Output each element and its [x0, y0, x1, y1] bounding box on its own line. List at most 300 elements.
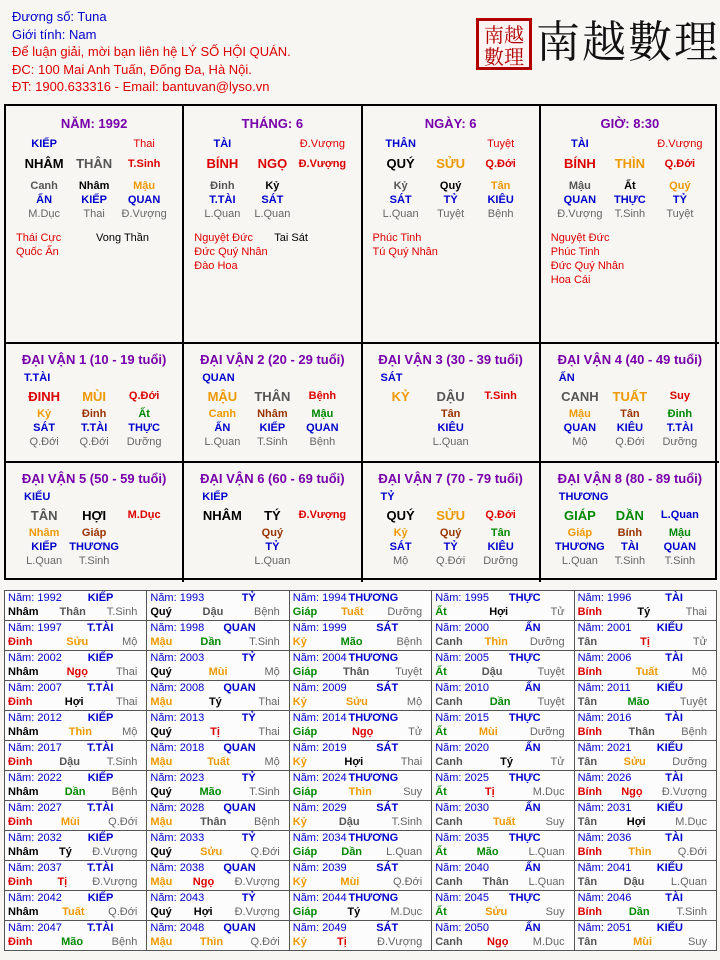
year-cell	[432, 741, 574, 771]
year-row	[5, 771, 717, 801]
pillar-god: THỰC	[614, 194, 646, 206]
year-stem: Đinh	[8, 816, 33, 828]
year-line1	[578, 741, 713, 755]
luck-top: TỶ	[380, 491, 395, 503]
year-cell	[432, 771, 574, 801]
pillar-top-item	[426, 137, 476, 151]
pillar-stem-branch: Q.Đới	[485, 158, 516, 170]
year-line1	[150, 681, 285, 695]
luck-state: T.Sinh	[78, 555, 110, 567]
year-line1	[293, 651, 428, 665]
pillar-gods-row	[363, 193, 539, 207]
year-line2	[150, 905, 285, 919]
year-stem: Quý	[150, 726, 172, 738]
luck-god	[297, 540, 347, 554]
pillar-god: QUAN	[563, 194, 597, 206]
gender-label: Giới tính:	[12, 26, 66, 42]
luck-state: L.Quan	[204, 436, 241, 448]
year-line2	[150, 665, 285, 679]
pillar-hidden-stem: Kỷ	[393, 180, 408, 192]
year-label: Năm: 2020	[435, 742, 489, 754]
year-god: SÁT	[376, 682, 399, 694]
pillar-states-row	[6, 207, 182, 221]
year-branch: Thân	[200, 816, 227, 828]
year-cell	[432, 711, 574, 741]
year-line2	[293, 725, 428, 739]
year-line2	[150, 815, 285, 829]
year-label: Năm: 2045	[435, 892, 489, 904]
year-state: Tử	[408, 726, 423, 738]
pillar-stars-black	[274, 231, 308, 273]
luck-state: Q.Đới	[436, 555, 466, 567]
year-stem: Canh	[435, 756, 463, 768]
year-label: Năm: 2031	[577, 802, 632, 814]
year-row	[5, 831, 717, 861]
year-branch: Tuất	[492, 816, 516, 828]
pillar-hidden-stem: Đinh	[210, 180, 235, 192]
year-label: Năm: 2039	[292, 862, 347, 874]
year-god: TỶ	[241, 832, 256, 844]
luck-main-row	[363, 388, 539, 405]
year-line1	[293, 621, 428, 635]
pillar-top-row	[184, 137, 360, 151]
luck-god: QUAN	[563, 422, 597, 434]
luck-state	[197, 554, 247, 568]
luck-god: QUAN	[663, 541, 697, 553]
year-cell	[289, 831, 431, 861]
year-stem: Mậu	[150, 636, 173, 648]
pillar-stem-branch: THÂN	[76, 156, 113, 171]
year-stem: Tân	[577, 756, 598, 768]
luck-cell-6	[363, 463, 541, 582]
luck-state: Q.Đới	[79, 436, 109, 448]
pillar-stars-red	[373, 231, 453, 259]
year-label: Năm: 1993	[150, 592, 205, 604]
year-cell	[147, 651, 289, 681]
year-stem: Quý	[150, 846, 172, 858]
year-state: Dưỡng	[529, 726, 565, 738]
year-god: QUAN	[223, 802, 256, 814]
year-label: Năm: 2025	[435, 772, 489, 784]
year-line1	[293, 801, 428, 815]
year-branch: Tuất	[635, 666, 659, 678]
year-label: Năm: 2050	[435, 922, 489, 934]
pillar-state	[297, 207, 347, 221]
luck-god: T.TÀI	[80, 422, 108, 434]
year-label: Năm: 2041	[577, 862, 632, 874]
year-stem: Nhâm	[8, 666, 39, 678]
year-state: Mộ	[406, 696, 423, 708]
year-line2	[8, 605, 143, 619]
year-god: TÀI	[665, 892, 683, 904]
pillar-stars-black	[96, 231, 149, 259]
luck-top: SÁT	[380, 372, 403, 384]
year-branch: Mùi	[478, 726, 498, 738]
year-line1	[8, 891, 143, 905]
year-stem: Giáp	[292, 846, 318, 858]
luck-stem-branch: MÙI	[82, 389, 107, 404]
luck-main-row	[363, 507, 539, 524]
luck-stem-branch: KỶ	[391, 389, 410, 404]
luck-states-row	[541, 435, 719, 449]
year-line2	[578, 725, 713, 739]
year-line1	[150, 621, 285, 635]
year-label: Năm: 2027	[8, 802, 62, 814]
year-cell	[147, 741, 289, 771]
year-label: Năm: 2049	[292, 922, 347, 934]
luck-stem-branch: CANH	[561, 389, 599, 404]
year-cell	[147, 891, 289, 921]
year-state: L.Quan	[386, 846, 423, 858]
year-cell	[289, 651, 431, 681]
year-branch: Tý	[208, 696, 222, 708]
luck-stem-branch: DẦN	[615, 508, 644, 523]
year-line1	[8, 651, 143, 665]
year-stem: Mậu	[150, 936, 173, 948]
year-cell	[574, 591, 716, 621]
year-state: Q.Đới	[677, 846, 707, 858]
pillar-hidden-row	[363, 179, 539, 193]
pillar-stars-red	[551, 231, 631, 287]
luck-stem-branch: DẬU	[436, 389, 465, 404]
luck-hidden-stem: Bính	[617, 527, 643, 539]
luck-title: ĐẠI VẬN 2 (20 - 29 tuổi)	[200, 352, 345, 367]
year-line1	[435, 741, 570, 755]
year-branch: Tý	[637, 606, 651, 618]
pillar-hidden-stem	[297, 179, 347, 193]
luck-main-row	[541, 507, 719, 524]
year-line2	[578, 605, 713, 619]
year-state: Mộ	[122, 636, 138, 648]
year-stem: Bính	[577, 906, 603, 918]
luck-state	[476, 435, 526, 449]
star-item: Quốc Ấn	[16, 246, 59, 258]
year-label: Năm: 2011	[577, 682, 631, 694]
luck-god: TỶ	[443, 541, 458, 553]
year-line1	[578, 921, 713, 935]
year-branch: Dậu	[59, 756, 81, 768]
year-stem: Tân	[577, 876, 598, 888]
pillar-stem-branch: T.Sinh	[127, 158, 161, 170]
year-label: Năm: 2014	[292, 712, 347, 724]
pillar-top-item	[69, 137, 119, 151]
pillar-title: NGÀY: 6	[424, 116, 477, 131]
year-line2	[8, 725, 143, 739]
year-cell	[289, 681, 431, 711]
year-branch: Ngọ	[621, 786, 643, 798]
year-line1	[293, 771, 428, 785]
year-stem: Quý	[150, 666, 172, 678]
year-line2	[435, 785, 570, 799]
luck-hidden-stem: Mậu	[311, 408, 334, 420]
pillar-god: KIÊU	[487, 194, 514, 206]
year-line2	[435, 635, 570, 649]
year-cell	[289, 621, 431, 651]
year-line1	[8, 831, 143, 845]
luck-title: ĐẠI VẬN 4 (40 - 49 tuổi)	[557, 352, 703, 367]
pillar-hidden-stem: Nhâm	[78, 180, 110, 192]
luck-god: KIẾP	[31, 541, 57, 553]
year-row	[5, 801, 717, 831]
pillar-hidden-stem: Ất	[624, 180, 636, 192]
pillar-state: Tuyệt	[666, 208, 694, 220]
year-line2	[293, 905, 428, 919]
pillar-stem-branch: BÍNH	[563, 156, 596, 171]
year-label: Năm: 2002	[8, 652, 62, 664]
year-branch: Dần	[200, 636, 222, 648]
year-branch: Mão	[476, 846, 499, 858]
year-god: SÁT	[376, 802, 399, 814]
year-state: Bệnh	[111, 786, 138, 798]
year-stem: Quý	[150, 906, 172, 918]
luck-cell-7	[541, 463, 719, 582]
luck-hidden-row	[184, 407, 360, 421]
year-branch: Mùi	[633, 936, 653, 948]
year-label: Năm: 1997	[8, 622, 62, 634]
year-branch: Mùi	[60, 816, 80, 828]
year-god: TỶ	[241, 772, 256, 784]
year-line2	[8, 665, 143, 679]
year-cell	[5, 831, 147, 861]
luck-hidden-stem: Ất	[138, 408, 150, 420]
year-state: M.Dục	[675, 816, 707, 828]
year-branch: Thìn	[348, 786, 372, 798]
pillar-stem-branch: NHÂM	[24, 156, 64, 171]
pillar-stars-red	[194, 231, 274, 273]
luck-hidden-stem	[476, 407, 526, 421]
star-item: Phúc Tinh	[550, 246, 600, 258]
year-cell	[574, 621, 716, 651]
header-info	[12, 8, 291, 96]
luck-title: ĐẠI VẬN 7 (70 - 79 tuổi)	[378, 471, 523, 486]
year-line1	[435, 921, 570, 935]
luck-cell-3	[541, 344, 719, 463]
luck-god: TỶ	[265, 541, 280, 553]
year-row	[5, 621, 717, 651]
year-cell	[147, 711, 289, 741]
year-line2	[578, 875, 713, 889]
luck-stem-branch: QUÝ	[386, 508, 415, 523]
luck-stem-branch: ĐINH	[28, 389, 61, 404]
year-god: THƯƠNG	[348, 892, 399, 904]
year-state: Q.Đới	[250, 936, 280, 948]
year-god: KIẾP	[87, 652, 114, 664]
year-line2	[293, 935, 428, 949]
year-state: Đ.Vượng	[92, 876, 138, 888]
year-line2	[293, 815, 428, 829]
luck-gods-row	[6, 540, 182, 554]
luck-gods-row	[363, 540, 539, 554]
luck-god: KIÊU	[616, 422, 644, 434]
luck-stem-branch: NHÂM	[202, 508, 242, 523]
year-line1	[8, 621, 143, 635]
year-stem: Canh	[435, 696, 463, 708]
year-stem: Ất	[435, 666, 447, 678]
year-cell	[289, 771, 431, 801]
pillar-hidden-stem: Quý	[439, 180, 462, 192]
year-branch: Sửu	[623, 756, 646, 768]
year-label: Năm: 2004	[292, 652, 347, 664]
star-item: Đức Quý Nhân	[194, 246, 268, 258]
pillar-god: QUAN	[127, 194, 161, 206]
luck-gods-row	[184, 421, 360, 435]
year-line2	[150, 785, 285, 799]
year-state: T.Sinh	[249, 636, 280, 648]
year-stem: Canh	[435, 936, 463, 948]
year-label: Năm: 1994	[292, 592, 347, 604]
pillar-god: TỶ	[443, 194, 458, 206]
year-cell	[432, 921, 574, 951]
year-god: TỶ	[241, 592, 256, 604]
year-line2	[8, 695, 143, 709]
pillar-hidden-stem: Quý	[669, 180, 691, 192]
year-stem: Giáp	[292, 726, 318, 738]
year-branch: Tị	[640, 636, 650, 648]
year-god: KIẾP	[87, 592, 114, 604]
year-line2	[150, 755, 285, 769]
year-god: ẤN	[524, 742, 541, 754]
year-label: Năm: 2047	[8, 922, 62, 934]
year-branch: Sửu	[345, 696, 368, 708]
pillar-hidden-row	[6, 179, 182, 193]
year-state: Thai	[258, 726, 280, 738]
year-god: QUAN	[223, 922, 256, 934]
pillar-state: Tuyệt	[437, 208, 465, 220]
year-god: THỰC	[508, 592, 541, 604]
year-label: Năm: 2037	[8, 862, 62, 874]
year-state: Thai	[115, 666, 138, 678]
year-cell	[5, 891, 147, 921]
luck-god: ẤN	[214, 422, 231, 434]
luck-hidden-stem: Kỷ	[37, 408, 52, 420]
year-cell	[289, 591, 431, 621]
year-god: THƯƠNG	[348, 832, 399, 844]
luck-hidden-stem	[197, 526, 247, 540]
luck-stem-branch: TÂN	[30, 508, 58, 523]
pillar-stem-branch: BÍNH	[206, 156, 239, 171]
year-god: THỰC	[508, 772, 541, 784]
year-branch: Mùi	[208, 666, 228, 678]
year-line1	[150, 591, 285, 605]
pillar-top-item: Đ.Vượng	[299, 138, 345, 150]
luck-hidden-stem: Quý	[439, 527, 462, 539]
pillar-top-item	[605, 137, 655, 151]
luck-cell-5	[184, 463, 362, 582]
year-branch: Hợi	[626, 816, 646, 828]
year-god: KIẾU	[656, 742, 683, 754]
year-line1	[578, 891, 713, 905]
year-stem: Quý	[150, 786, 172, 798]
luck-state: Dưỡng	[483, 555, 518, 567]
luck-cell-2	[363, 344, 541, 463]
luck-god: KIẾP	[259, 422, 286, 434]
year-cell	[5, 591, 147, 621]
year-stem: Kỷ	[292, 816, 307, 828]
year-line2	[8, 815, 143, 829]
year-line1	[293, 681, 428, 695]
year-line1	[435, 621, 570, 635]
year-cell	[147, 681, 289, 711]
pillar-cell-3	[541, 106, 719, 344]
luck-state: L.Quan	[432, 436, 469, 448]
year-branch: Mão	[627, 696, 650, 708]
year-branch: Tý	[500, 756, 513, 768]
luck-state: Q.Đới	[615, 436, 645, 448]
year-state: T.Sinh	[106, 606, 138, 618]
year-stem: Kỷ	[292, 756, 307, 768]
luck-top: ẤN	[558, 372, 575, 384]
pillar-stars-red	[16, 231, 96, 259]
star-item: Nguyệt Đức	[550, 232, 610, 244]
year-state: Đ.Vượng	[377, 936, 423, 948]
year-branch: Tuất	[62, 906, 85, 918]
luck-hidden-stem: Tân	[440, 408, 461, 420]
year-line1	[8, 921, 143, 935]
year-state: Suy	[403, 786, 423, 798]
year-god: T.TÀI	[87, 742, 114, 754]
year-line2	[578, 635, 713, 649]
year-label: Năm: 2016	[577, 712, 632, 724]
pillar-god: TỶ	[672, 194, 687, 206]
year-god: TÀI	[665, 772, 683, 784]
year-god: KIẾU	[656, 682, 683, 694]
luck-cell-4	[6, 463, 184, 582]
year-cell	[574, 771, 716, 801]
year-branch: Hợi	[489, 606, 509, 618]
year-branch: Thân	[628, 726, 655, 738]
star-item: Vong Thần	[96, 232, 150, 244]
year-cell	[432, 621, 574, 651]
year-line1	[8, 711, 143, 725]
contact-line: Để luận giải, mời bạn liên hệ LÝ SỐ HỘI QUÁN.	[12, 44, 291, 59]
year-stem: Đinh	[8, 636, 33, 648]
year-god: QUAN	[223, 682, 256, 694]
luck-title: ĐẠI VẬN 5 (50 - 59 tuổi)	[21, 471, 167, 486]
year-cell	[432, 651, 574, 681]
year-state: Thai	[685, 606, 707, 618]
year-cell	[289, 891, 431, 921]
year-state: Thai	[258, 696, 280, 708]
year-row	[5, 591, 717, 621]
pillar-state: L.Quan	[204, 208, 241, 220]
year-line1	[8, 741, 143, 755]
year-line1	[435, 591, 570, 605]
luck-stem-branch: M.Dục	[127, 509, 161, 521]
year-line1	[150, 831, 285, 845]
pillar-top-item	[247, 137, 297, 151]
year-god: KIẾP	[87, 712, 114, 724]
year-branch: Sửu	[485, 906, 508, 918]
year-branch: Dậu	[623, 876, 645, 888]
pillar-title: GIỜ: 8:30	[600, 116, 660, 131]
year-branch: Tị	[337, 936, 347, 948]
year-state: T.Sinh	[249, 786, 280, 798]
pillar-state: Thai	[83, 208, 105, 220]
pillar-god: T.TÀI	[209, 194, 236, 206]
year-cell	[289, 921, 431, 951]
year-state: Q.Đới	[108, 906, 138, 918]
luck-states-row	[541, 554, 719, 568]
year-label: Năm: 2008	[150, 682, 205, 694]
luck-state: Dưỡng	[662, 436, 698, 448]
year-line1	[293, 861, 428, 875]
year-label: Năm: 2048	[150, 922, 205, 934]
luck-stem-branch: Q.Đới	[128, 390, 160, 402]
year-stem: Kỷ	[292, 936, 307, 948]
luck-stem-branch: SỬU	[436, 508, 466, 523]
luck-state: T.Sinh	[614, 555, 646, 567]
year-stem: Nhâm	[8, 606, 39, 618]
